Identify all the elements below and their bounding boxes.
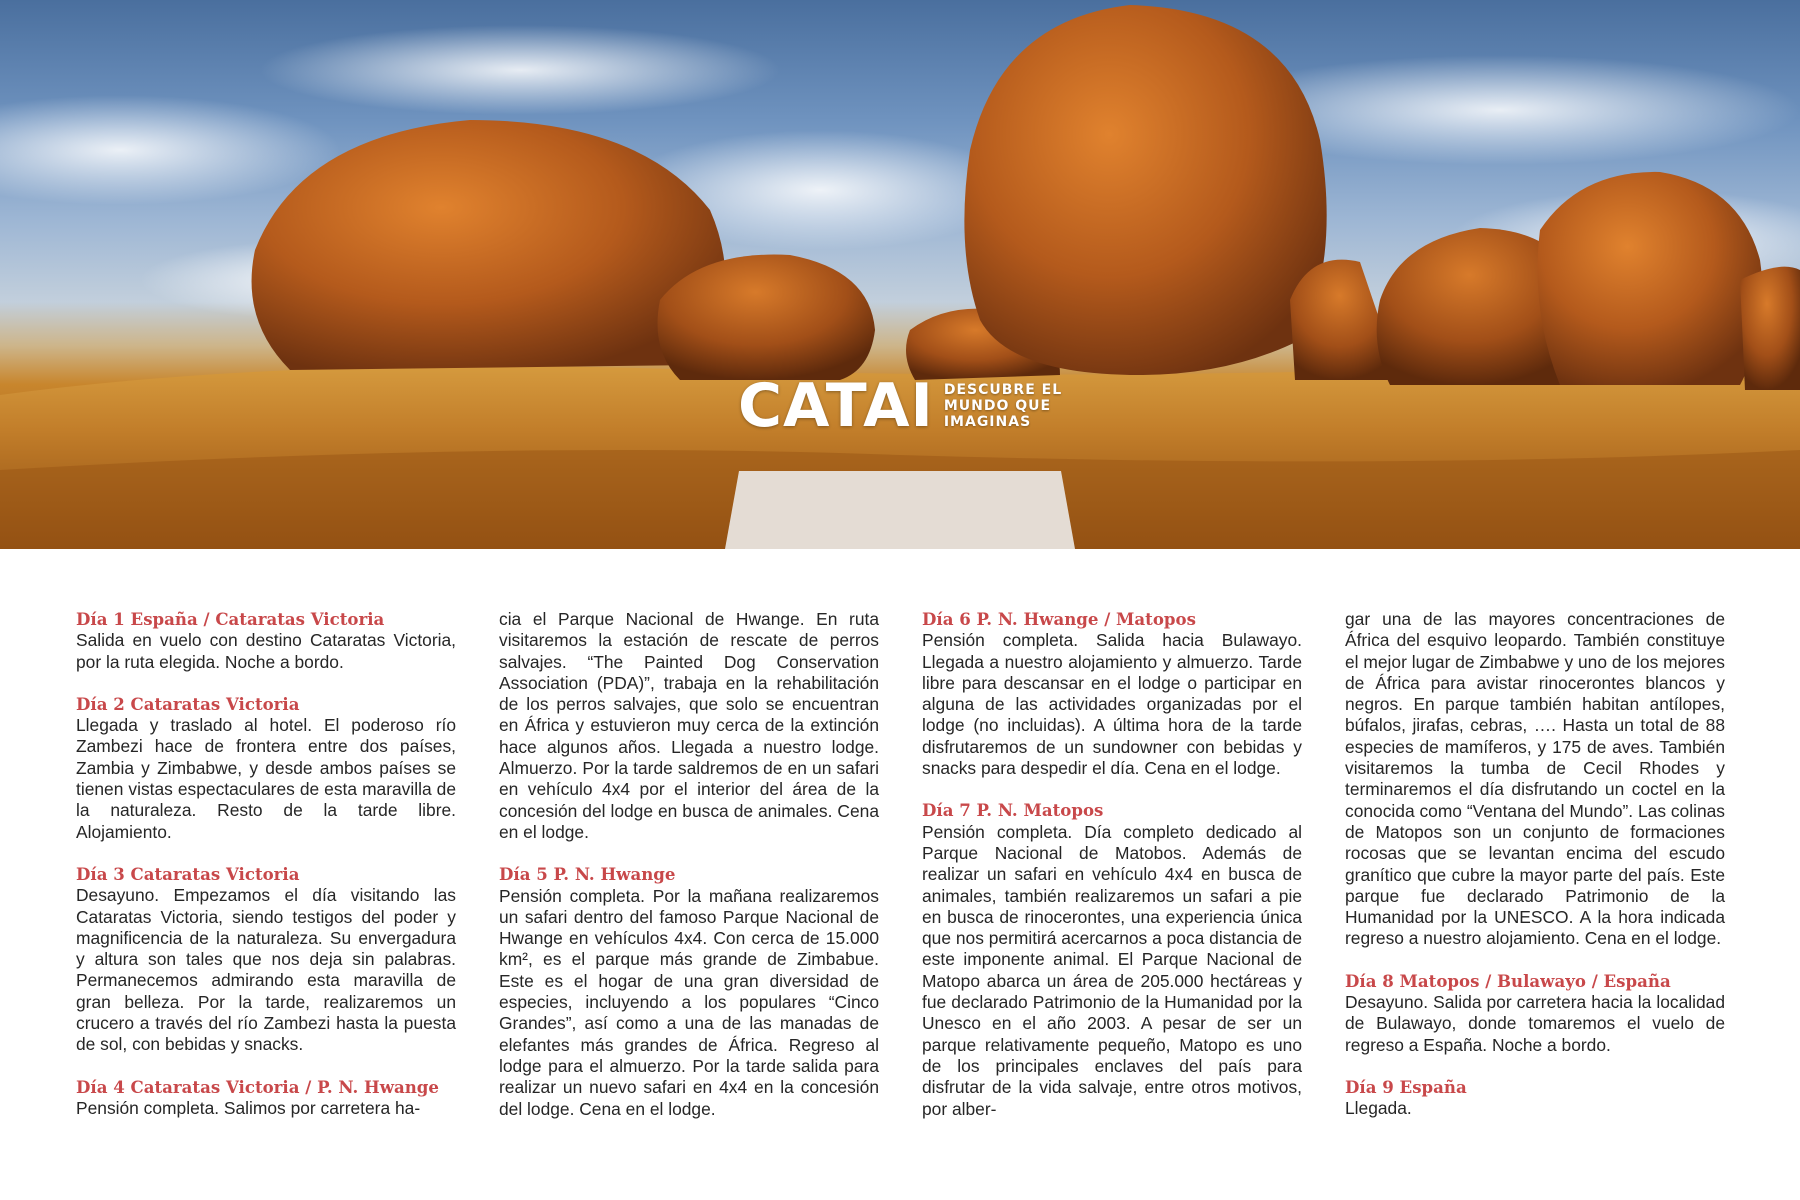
day-entry [922,609,1302,779]
day-entry [76,864,456,1056]
itinerary-column-2 [499,609,879,1141]
day-title: Día 1 España / Cataratas Victoria [76,609,385,629]
logo-wordmark: CATAI [738,371,934,441]
itinerary-column-4 [1345,609,1725,1141]
day-description: Pensión completa. Salimos por carretera ha- [76,1097,421,1118]
day-title: Día 2 Cataratas Victoria [76,693,300,714]
day-entry [922,800,1302,1119]
logo-tagline [944,382,1062,430]
day-description: Desayuno. Empezamos el día visitando las Cataratas Victoria, siendo testigos del poder y magnificencia de la naturaleza. Su envergadura y altura son tales que nos deja sin palabras. Permanecemos admirando esta maravilla de gran belleza. Por la tarde, realizaremos un crucero a través del río Zambezi hasta la puesta de sol, con bebidas y snacks. [76,885,456,1055]
day-description: Llegada. [1345,1098,1412,1119]
catai-logo [738,371,1063,441]
tagline-line: MUNDO QUE [943,398,1052,414]
day-description: Pensión completa. Día completo dedicado al Parque Nacional de Matobos. Además de realizar un safari en vehículo 4x4 en busca de animales, también realizaremos un safari a pie en busca de rinocerontes, una experiencia única que nos permitirá acercarnos a poca distancia de este imponente animal. El Parque Nacional de Matopo abarca un área de 205.000 hectáreas y fue declarado Patrimonio de la Humanidad por la Unesco en el año 2003. A pesar de ser un parque relativamente pequeño, Matopo es uno de los principales enclaves del país para disfrutar de la vida salvaje, entre otros motivos, por alber- [922,821,1302,1119]
itinerary-column-1 [76,609,456,1140]
tagline-line: DESCUBRE EL [943,382,1063,398]
day-description: Pensión completa. Por la mañana realizaremos un safari dentro del famoso Parque Nacional de Hwange en vehículos 4x4. Con cerca de 15.000 km², es el parque más grande de Zimbabue. Este es el hogar de una gran diversidad de especies, incluyendo a los populares “Cinco Grandes”, así como a una de las manadas de elefantes más grandes de África. Regreso al lodge para el almuerzo. Por la tarde salida para realizar un nuevo safari en 4x4 en la concesión del lodge. Cena en el lodge. [499,885,879,1119]
day-entry-continued [499,609,879,843]
day-description: gar una de las mayores concentraciones de África del esquivo leopardo. También constituye el mejor lugar de Zimbabwe y uno de los mejores de África para avistar rinocerontes blancos y negros. En parque también habitan antílopes, búfalos, jirafas, cebras, …. Hasta un total de 88 especies de mamíferos, y 175 de aves. También visitaremos la tumba de Cecil Rhodes y terminaremos el día disfrutando un coctel en la conocida como “Ventana del Mundo”. Las colinas de Matopos son un conjunto de formaciones rocosas que se levantan encima del escudo granítico que cubre la mayor parte del país. Este parque fue declarado Patrimonio de la Humanidad por la UNESCO. A la hora indicada regreso a nuestro alojamiento. Cena en el lodge. [1345,609,1725,949]
day-entry [76,609,456,673]
granite-boulders-illustration [0,0,1800,549]
day-title: Día 6 P. N. Hwange / Matopos [922,609,1196,629]
day-title: Día 9 España [1345,1076,1467,1097]
tagline-line: IMAGINAS [943,414,1032,430]
day-description: Desayuno. Salida por carretera hacia la localidad de Bulawayo, donde tomaremos el vuelo de regreso a España. Noche a bordo. [1345,992,1725,1055]
day-description: Llegada y traslado al hotel. El poderoso río Zambezi hace de frontera entre dos países, Zambia y Zimbabwe, y desde ambos países se tienen vistas espectaculares de esta maravilla de la naturaleza. Resto de la tarde libre. Alojamiento. [76,715,456,842]
day-entry [499,864,879,1120]
day-entry [1345,1077,1725,1120]
day-title: Día 4 Cataratas Victoria / P. N. Hwange [76,1076,439,1097]
decorative-tab [725,471,1075,549]
day-description: Salida en vuelo con destino Cataratas Victoria, por la ruta elegida. Noche a bordo. [76,630,456,672]
day-description: Pensión completa. Salida hacia Bulawayo. Llegada a nuestro alojamiento y almuerzo. Tarde libre para descansar en el lodge o participar en alguna de las actividades organizadas por el lodge (no incluidas). A última hora de la tarde disfrutaremos de un sundowner con bebidas y snacks para despedir el día. Cena en el lodge. [922,630,1302,779]
day-entry [1345,971,1725,1056]
day-title: Día 5 P. N. Hwange [499,864,676,885]
day-title: Día 7 P. N. Matopos [922,800,1104,821]
day-description: cia el Parque Nacional de Hwange. En ruta visitaremos la estación de rescate de perros salvajes. “The Painted Dog Conservation Association (PDA)”, trabaja en la rehabilitación de los perros salvajes, que solo se encuentran en África y estuvieron muy cerca de la extinción hace algunos años. Llegada a nuestro lodge. Almuerzo. Por la tarde saldremos de en un safari en vehículo 4x4 por el interior del área de la concesión del lodge en busca de animales. Cena en el lodge. [499,609,879,842]
day-entry-continued [1345,609,1725,950]
itinerary-column-3 [922,609,1302,1141]
hero-image [0,0,1800,549]
day-title: Día 3 Cataratas Victoria [76,863,300,884]
day-entry [76,694,456,843]
day-title: Día 8 Matopos / Bulawayo / España [1345,970,1671,991]
day-entry [76,1077,456,1120]
